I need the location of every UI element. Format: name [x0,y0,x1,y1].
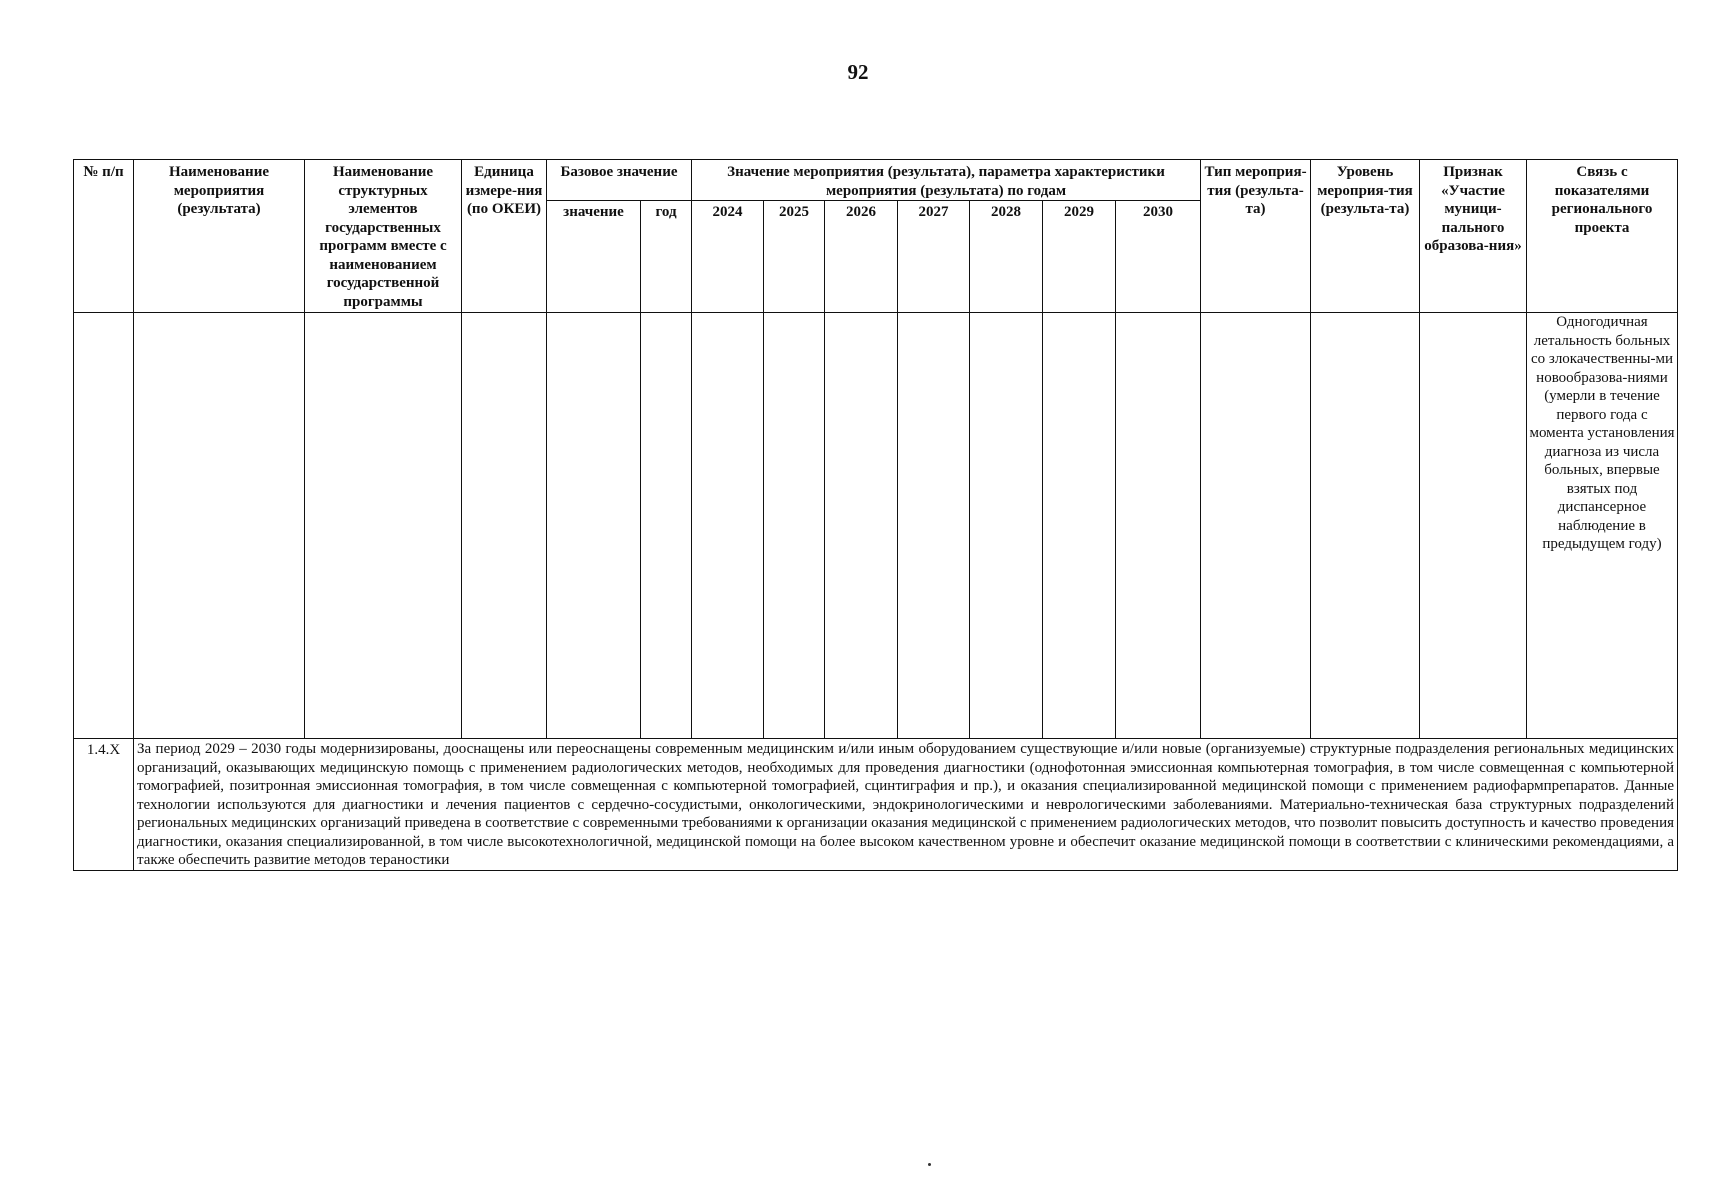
header-year-2024: 2024 [692,201,764,313]
cell-empty [764,313,825,739]
header-year-2026: 2026 [825,201,898,313]
header-year-2027: 2027 [898,201,970,313]
header-year-2025: 2025 [764,201,825,313]
description-text: За период 2029 – 2030 годы модернизированы, дооснащены или переоснащены современным медицинским и/или иным оборудованием существующие и/или новые (организуемые) структурные подразделения региональных медицинских организаций, оказывающих медицинскую помощь с применением радиологических методов, необходимых для проведения диагностики (однофотонная эмиссионная компьютерная томография, в том числе совмещенная с компьютерной томографией, позитронная эмиссионная томография, в том числе совмещенная с компьютерной томографией, сцинтиграфия и пр.), и оказания специализированной медицинской помощи с применением радиофармпрепаратов. Данные технологии используются для диагностики и лечения пациентов с сердечно-сосудистыми, онкологическими, эндокринологическими и неврологическими заболеваниями. Материально-техническая база структурных подразделений региональных медицинских организаций приведена в соответствие с современными требованиями к организации оказания медицинской с применением радиологических методов, что позволит повысить доступность и качество проведения диагностики, оказания специализированной, в том числе высокотехнологичной, медицинской помощи на более высоком качественном уровне и обеспечит оказание медицинской помощи в соответствии с клиническими рекомендациями, а также обеспечить развитие методов тераностики [134,739,1678,871]
header-base-value: Базовое значение [547,160,692,201]
description-number: 1.4.Х [74,739,134,871]
cell-empty [1311,313,1420,739]
cell-empty [1201,313,1311,739]
cell-empty [74,313,134,739]
header-row-1 [74,160,1678,201]
cell-empty [692,313,764,739]
cell-empty [1116,313,1201,739]
cell-empty [305,313,462,739]
header-name: Наименование мероприятия (результата) [134,160,305,313]
header-unit: Единица измере-ния (по ОКЕИ) [462,160,547,313]
header-structural-elements: Наименование структурных элементов государственных программ вместе с наименованием государственной программы [305,160,462,313]
table-row [74,313,1678,739]
regional-project-indicator: Одногодичная летальность больных со злокачественны-ми новообразова-ниями (умерли в течение первого года с момента установления диагноза из числа больных, впервые взятых под диспансерное наблюдение в предыдущем году) [1527,313,1678,739]
header-base-value-year: год [641,201,692,313]
cell-empty [547,313,641,739]
header-year-2028: 2028 [970,201,1043,313]
scan-mark [928,1163,931,1166]
cell-empty [641,313,692,739]
header-year-2029: 2029 [1043,201,1116,313]
page-number: 92 [847,60,869,84]
cell-empty [134,313,305,739]
cell-empty [1043,313,1116,739]
header-base-value-value: значение [547,201,641,313]
cell-empty [970,313,1043,739]
cell-empty [1420,313,1527,739]
header-link-indicators: Связь с показателями регионального проекта [1527,160,1678,313]
header-type: Тип мероприя-тия (результа-та) [1201,160,1311,313]
header-level: Уровень мероприя-тия (результа-та) [1311,160,1420,313]
description-row [74,739,1678,871]
header-values-by-year: Значение мероприятия (результата), параметра характеристики мероприятия (результата) по годам [692,160,1201,201]
header-num: № п/п [74,160,134,313]
header-year-2030: 2030 [1116,201,1201,313]
cell-empty [898,313,970,739]
measures-table [73,159,1678,871]
cell-empty [825,313,898,739]
cell-empty [462,313,547,739]
header-municipal-feature: Признак «Участие муници-пального образова-ния» [1420,160,1527,313]
